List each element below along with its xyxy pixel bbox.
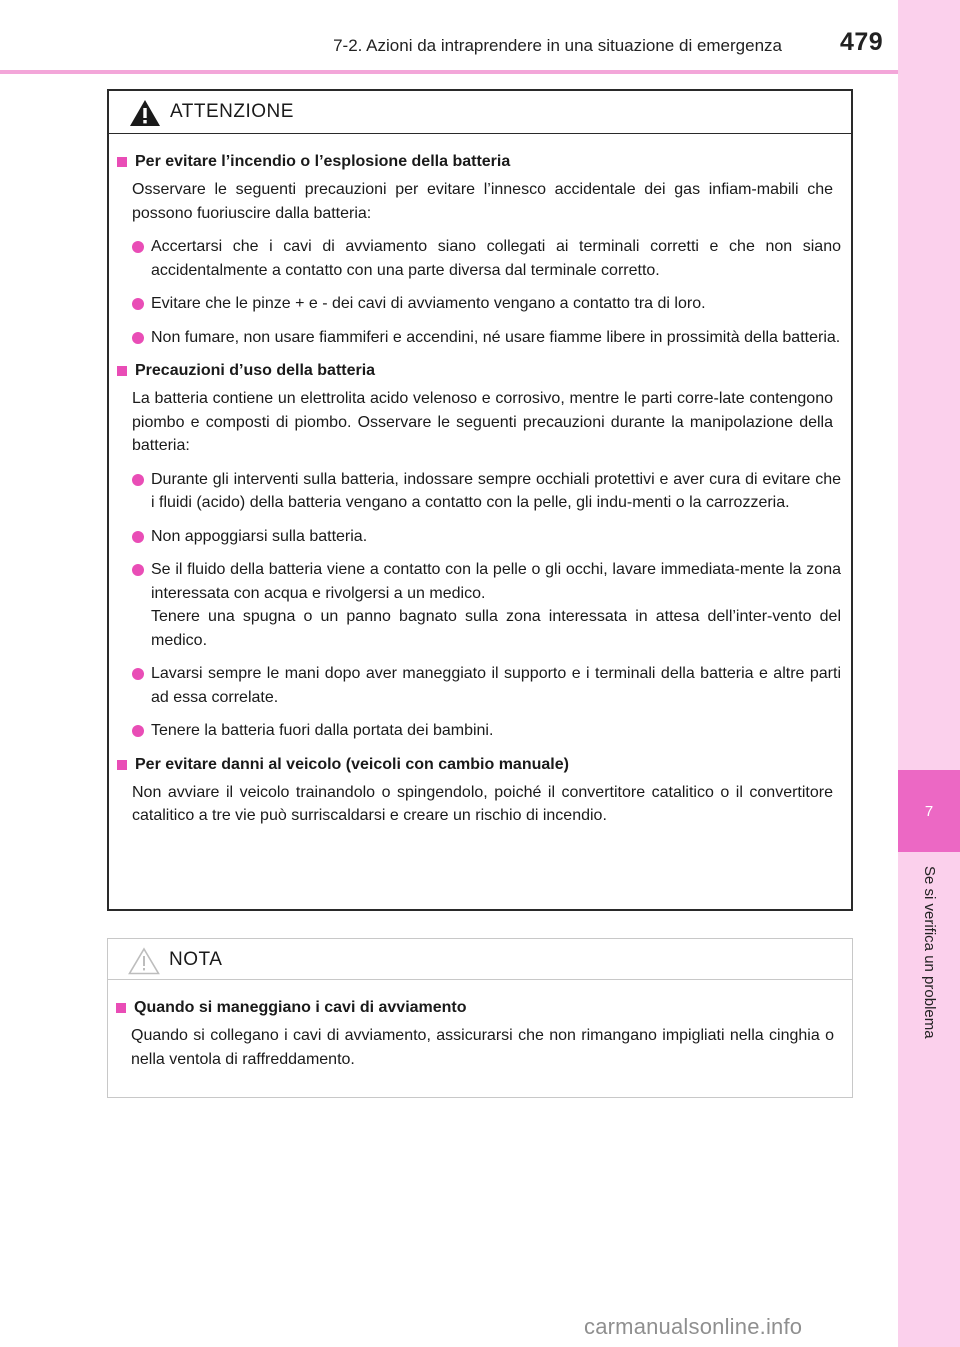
section-body: Quando si collegano i cavi di avviamento, assicurarsi che non rimangano impigliati nella cinghia o nella ventola di raffreddamento. xyxy=(131,1027,834,1068)
warning-box xyxy=(107,89,853,911)
round-bullet-icon xyxy=(132,332,144,344)
list-item-text: Se il fluido della batteria viene a contatto con la pelle o gli occhi, lavare immediata-mente la zona interessata con acqua e rivolgersi a un medico. Tenere una spugna o un panno bagnato sulla zona interessata in attesa dell’inter-vento del medico. xyxy=(151,561,841,649)
bullet-list xyxy=(117,468,841,743)
square-bullet-icon xyxy=(117,366,127,376)
list-item-text: Tenere la batteria fuori dalla portata dei bambini. xyxy=(151,722,494,739)
list-item xyxy=(117,468,841,515)
list-item xyxy=(117,235,841,282)
watermark: carmanualsonline.info xyxy=(584,1314,803,1339)
list-item-text: Lavarsi sempre le mani dopo aver maneggiato il supporto e i terminali della batteria e altre parti ad essa correlate. xyxy=(151,665,841,706)
section xyxy=(117,359,841,743)
list-item xyxy=(117,662,841,709)
square-bullet-icon xyxy=(117,760,127,770)
round-bullet-icon xyxy=(132,241,144,253)
round-bullet-icon xyxy=(132,668,144,680)
section-heading-text: Precauzioni d’uso della batteria xyxy=(135,362,376,379)
section xyxy=(116,996,842,1071)
warning-triangle-icon xyxy=(129,99,161,127)
square-bullet-icon xyxy=(116,1003,126,1013)
list-item xyxy=(117,525,841,549)
section xyxy=(117,753,841,828)
notice-title: NOTA xyxy=(169,949,223,970)
notice-body xyxy=(108,980,852,1071)
section xyxy=(117,150,841,349)
section-heading-text: Per evitare l’incendio o l’esplosione della batteria xyxy=(135,153,511,170)
list-item xyxy=(117,326,841,350)
section-heading-text: Quando si maneggiano i cavi di avviamento xyxy=(134,999,467,1016)
chapter-title: Se si verifica un problema xyxy=(921,866,938,1039)
list-item-text: Durante gli interventi sulla batteria, indossare sempre occhiali protettivi e aver cura di evitare che i fluidi (acido) della batteria vengano a contatto con la pelle, gli indu-menti o la carrozzeria. xyxy=(151,470,841,511)
list-item xyxy=(117,292,841,316)
list-item xyxy=(117,719,841,743)
list-item-text: Accertarsi che i cavi di avviamento siano collegati ai terminali corretti e che non siano accidentalmente a contatto con una parte diversa dal terminale corretto. xyxy=(151,238,841,279)
section-body: Non avviare il veicolo trainandolo o spingendolo, poiché il convertitore catalitico o il convertitore catalitico a tre vie può surriscaldarsi e creare un rischio di incendio. xyxy=(132,783,833,824)
section-heading-text: Per evitare danni al veicolo (veicoli con cambio manuale) xyxy=(135,755,569,773)
list-item-text: Non fumare, non usare fiammiferi e accendini, né usare fiamme libere in prossimità della batteria. xyxy=(151,328,841,346)
list-item-text: Non appoggiarsi sulla batteria. xyxy=(151,527,368,545)
section-heading xyxy=(117,359,841,383)
running-header: 7-2. Azioni da intraprendere in una situazione di emergenza xyxy=(333,36,782,55)
chapter-tab[interactable]: 7 xyxy=(898,770,960,852)
bullet-list xyxy=(117,235,841,349)
notice-header xyxy=(108,939,852,980)
notice-box xyxy=(107,938,853,1098)
square-bullet-icon xyxy=(117,157,127,167)
warning-header xyxy=(109,91,851,134)
round-bullet-icon xyxy=(132,564,144,576)
warning-title: ATTENZIONE xyxy=(170,101,294,122)
section-body: La batteria contiene un elettrolita acido velenoso e corrosivo, mentre le parti corre-late contengono piombo e composti di piombo. Osservare le seguenti precauzioni durante la manipolazione della batteria: xyxy=(132,390,833,454)
header-rule xyxy=(0,70,898,74)
section-heading xyxy=(117,150,841,174)
list-item-text: Evitare che le pinze + e - dei cavi di avviamento vengano a contatto tra di loro. xyxy=(151,295,706,312)
list-item xyxy=(117,558,841,652)
notice-triangle-icon xyxy=(128,947,160,975)
round-bullet-icon xyxy=(132,725,144,737)
round-bullet-icon xyxy=(132,474,144,486)
section-heading xyxy=(117,753,841,777)
round-bullet-icon xyxy=(132,298,144,310)
page-number: 479 xyxy=(840,28,884,56)
chapter-sidebar xyxy=(898,0,960,1347)
section-body: Osservare le seguenti precauzioni per evitare l’innesco accidentale dei gas infiam-mabili che possono fuoriuscire dalla batteria: xyxy=(132,181,833,222)
section-heading xyxy=(116,996,842,1020)
round-bullet-icon xyxy=(132,531,144,543)
warning-body xyxy=(109,134,851,828)
